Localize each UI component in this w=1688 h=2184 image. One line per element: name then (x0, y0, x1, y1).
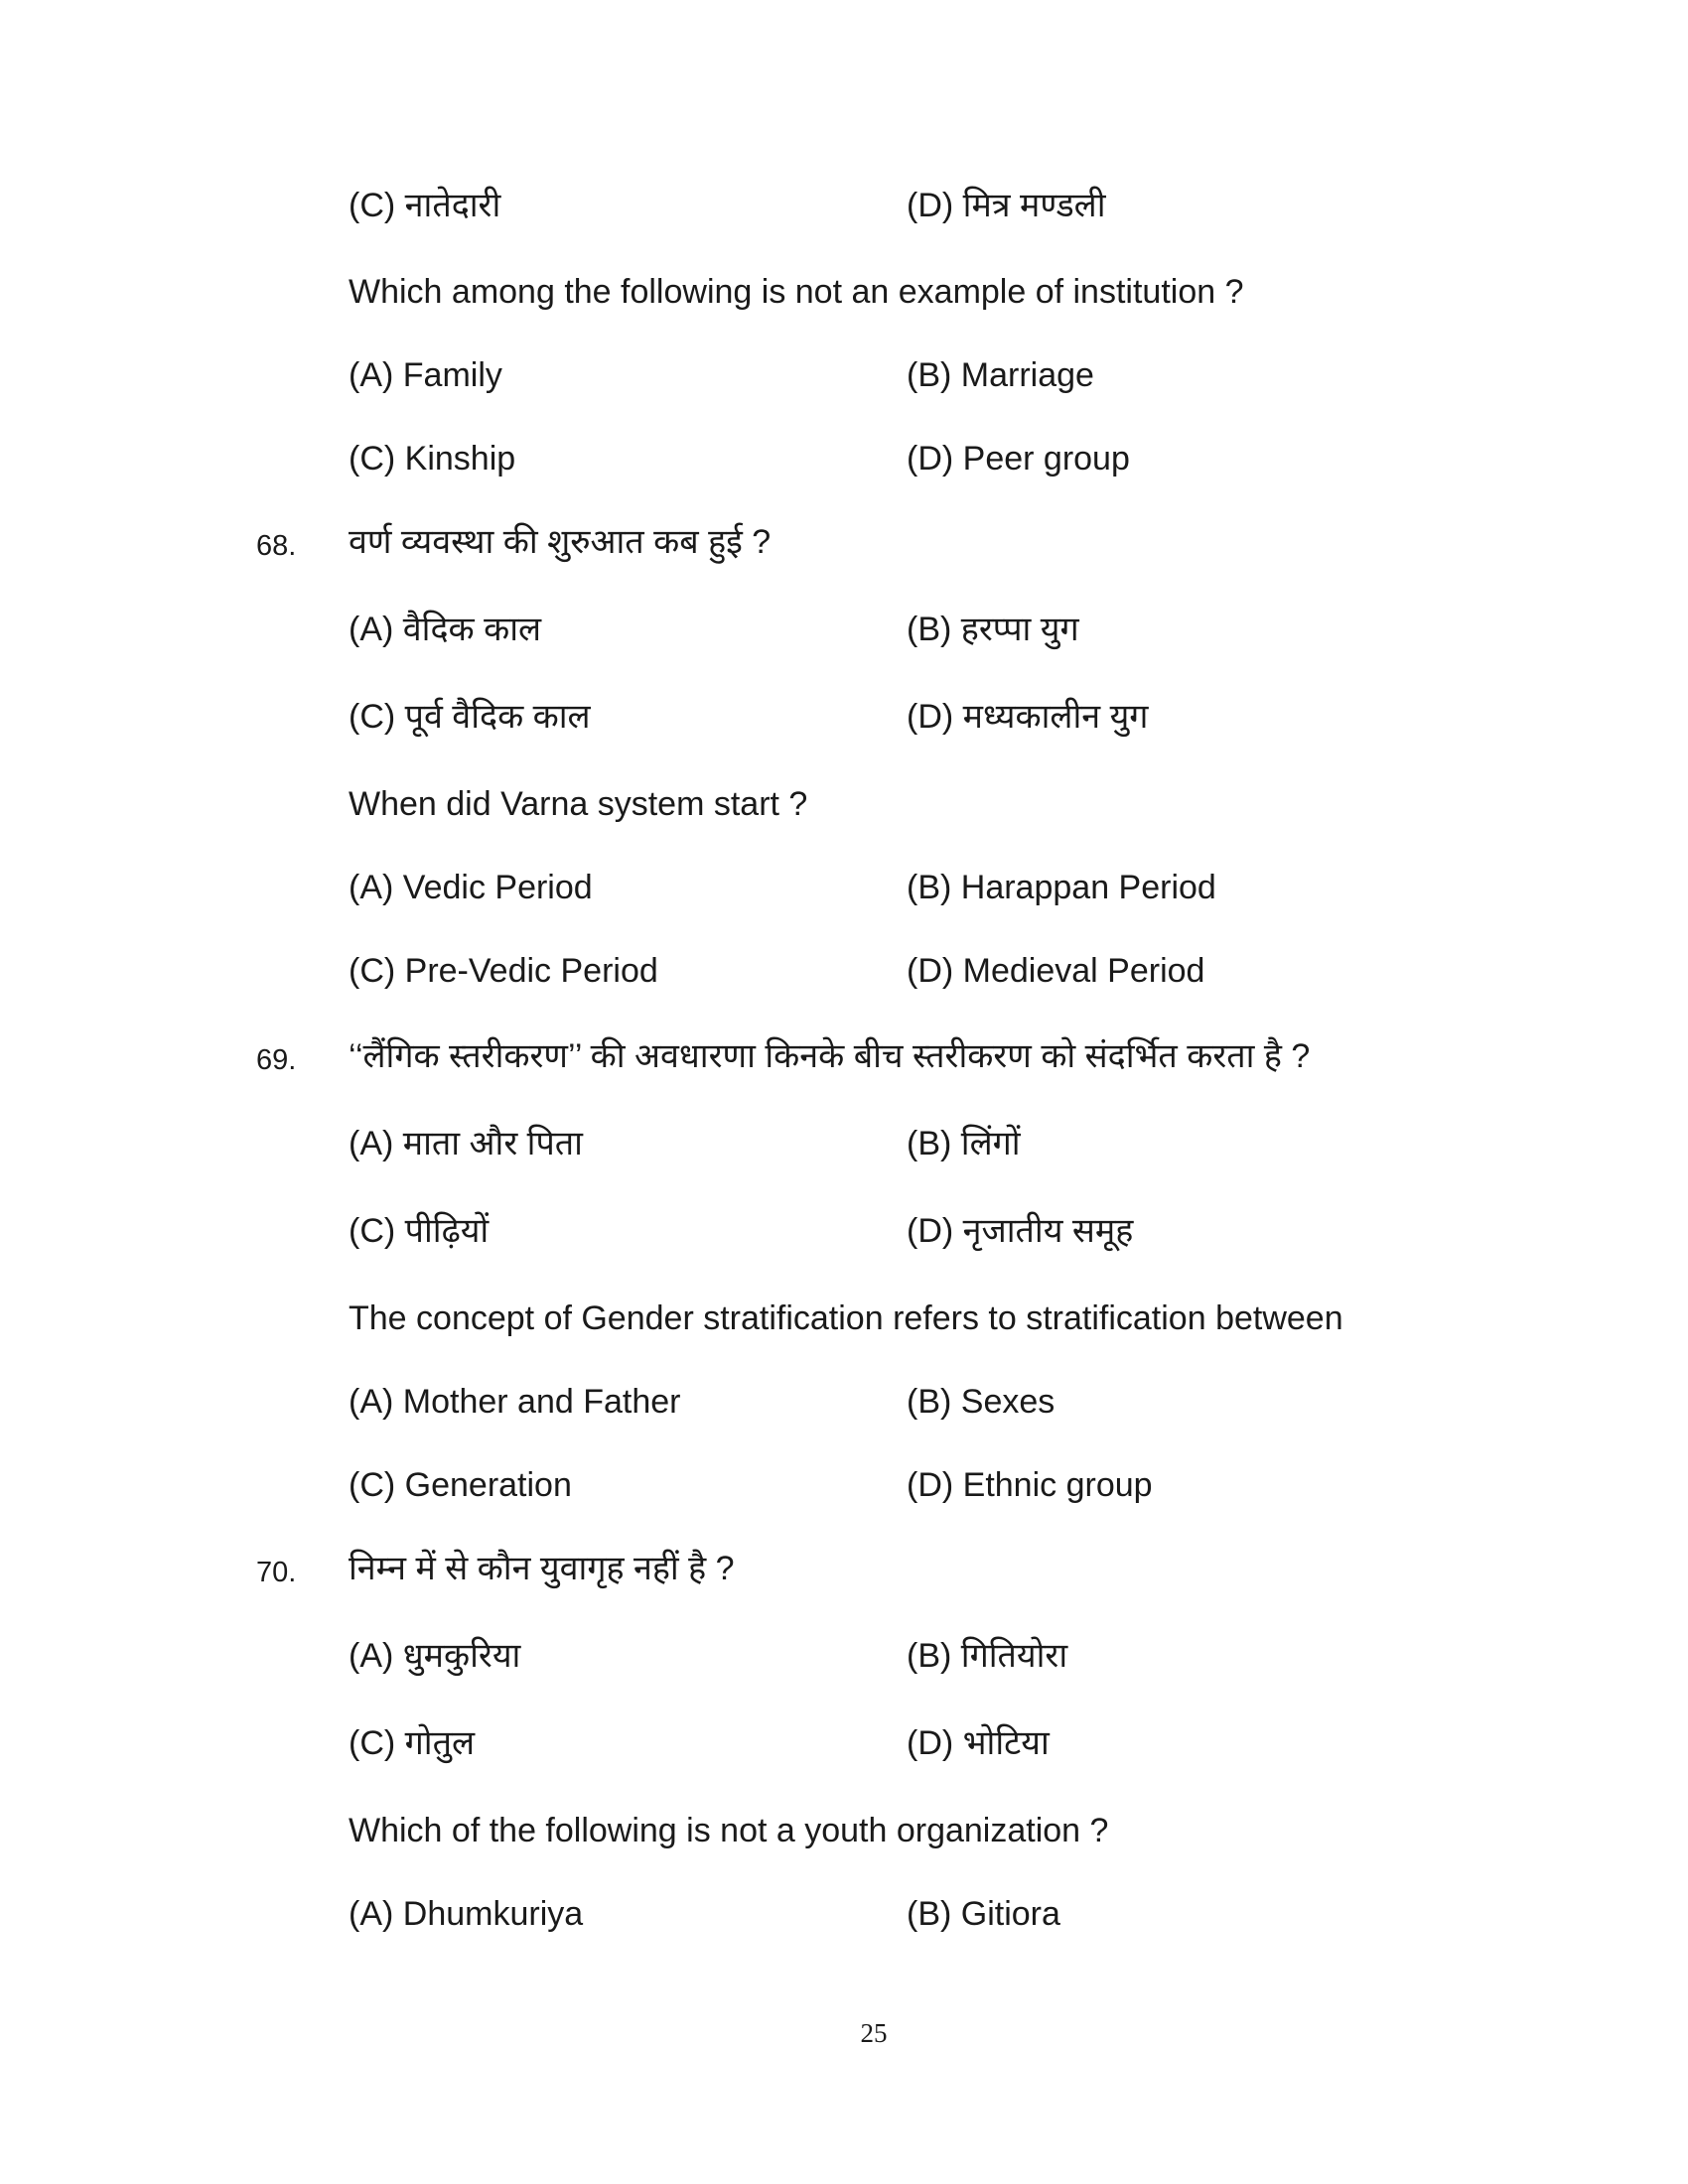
q67-question-english: Which among the following is not an example of institution ? (349, 273, 1244, 311)
q68-option-a-hindi: (A) वैदिक काल (349, 611, 542, 648)
q68-option-a-english: (A) Vedic Period (349, 869, 593, 906)
q68-question-hindi: वर्ण व्यवस्था की शुरुआत कब हुई ? (349, 523, 772, 561)
q68-question-english: When did Varna system start ? (349, 785, 808, 823)
q67-option-d-hindi: (D) मित्र मण्डली (907, 187, 1106, 224)
q69-option-b-hindi: (B) लिंगों (907, 1125, 1021, 1162)
q70-option-a-english: (A) Dhumkuriya (349, 1895, 584, 1933)
q68-option-d-english: (D) Medieval Period (907, 952, 1205, 990)
q69-option-d-english: (D) Ethnic group (907, 1466, 1153, 1504)
q67-option-c-english: (C) Kinship (349, 440, 516, 478)
q68-number: 68. (256, 530, 297, 562)
q70-option-c-hindi: (C) गोतुल (349, 1724, 476, 1762)
q69-option-d-hindi: (D) नृजातीय समूह (907, 1212, 1134, 1250)
page-number: 25 (860, 2018, 888, 2048)
q70-question-hindi: निम्न में से कौन युवागृह नहीं है ? (349, 1550, 735, 1587)
q69-option-a-hindi: (A) माता और पिता (349, 1125, 583, 1162)
q69-option-c-hindi: (C) पीढ़ियों (349, 1212, 490, 1250)
q69-number: 69. (256, 1044, 297, 1076)
q69-question-hindi: ‘‘लैंगिक स्तरीकरण’’ की अवधारणा किनके बीच स्तरीकरण को संदर्भित करता है ? (349, 1037, 1311, 1075)
q67-option-b-english: (B) Marriage (907, 356, 1094, 394)
q69-option-c-english: (C) Generation (349, 1466, 572, 1504)
q68-option-d-hindi: (D) मध्यकालीन युग (907, 698, 1149, 736)
q69-option-a-english: (A) Mother and Father (349, 1383, 681, 1421)
q67-option-d-english: (D) Peer group (907, 440, 1130, 478)
q69-option-b-english: (B) Sexes (907, 1383, 1055, 1421)
q70-number: 70. (256, 1557, 297, 1588)
q70-question-english: Which of the following is not a youth organization ? (349, 1812, 1109, 1849)
q70-option-b-hindi: (B) गितियोरा (907, 1637, 1068, 1675)
q70-option-b-english: (B) Gitiora (907, 1895, 1060, 1933)
q68-option-c-hindi: (C) पूर्व वैदिक काल (349, 698, 591, 736)
q68-option-b-hindi: (B) हरप्पा युग (907, 611, 1079, 648)
q67-option-a-english: (A) Family (349, 356, 502, 394)
q70-option-d-hindi: (D) भोटिया (907, 1724, 1050, 1762)
q68-option-b-english: (B) Harappan Period (907, 869, 1216, 906)
q70-option-a-hindi: (A) धुमकुरिया (349, 1637, 521, 1675)
q69-question-english: The concept of Gender stratification refers to stratification between (349, 1299, 1343, 1337)
q68-option-c-english: (C) Pre-Vedic Period (349, 952, 658, 990)
q67-option-c-hindi: (C) नातेदारी (349, 187, 501, 224)
